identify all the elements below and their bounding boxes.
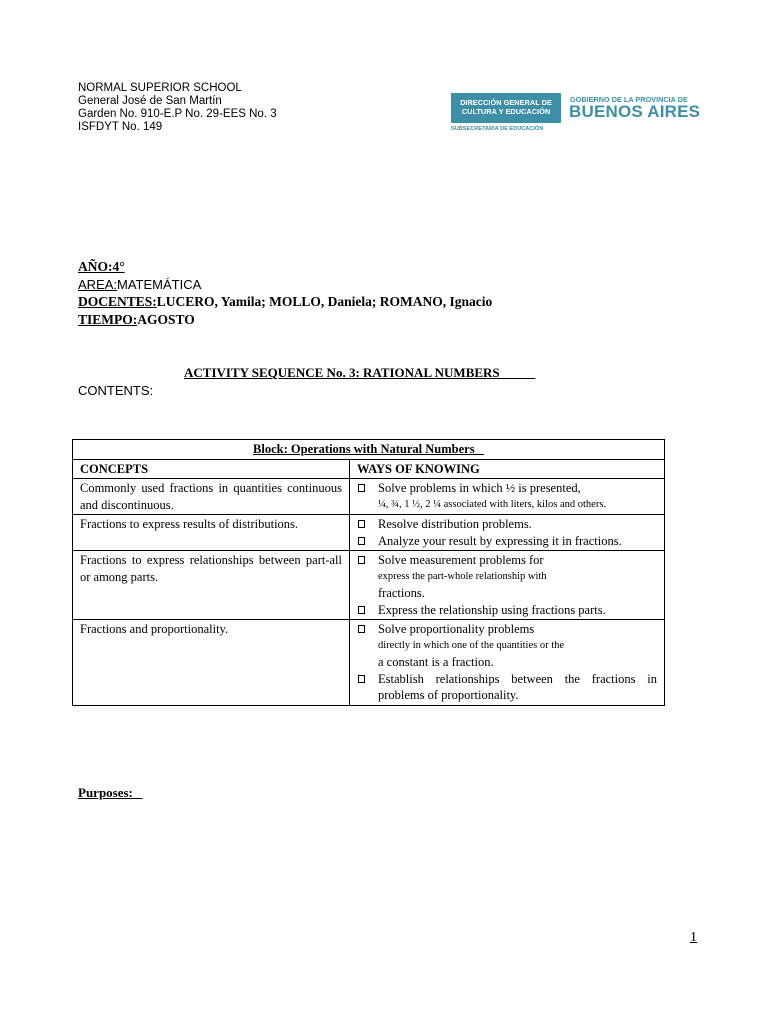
school-institute: ISFDYT No. 149 bbox=[78, 121, 163, 133]
table-row bbox=[73, 515, 665, 551]
meta-docentes bbox=[78, 293, 492, 311]
sequence-title: ACTIVITY SEQUENCE No. 3: RATIONAL NUMBERS bbox=[184, 365, 536, 380]
list-item bbox=[378, 552, 657, 602]
ano-label: AÑO: bbox=[78, 259, 113, 274]
school-name: NORMAL SUPERIOR SCHOOL bbox=[78, 82, 242, 94]
way-text: Resolve distribution problems. bbox=[378, 517, 532, 531]
purposes-heading: Purposes: bbox=[78, 785, 143, 800]
way-text-continued: directly in which one of the quantities or the bbox=[378, 639, 565, 651]
area-value: MATEMÁTICA bbox=[117, 276, 202, 292]
ways-cell bbox=[350, 551, 665, 620]
list-item bbox=[378, 480, 657, 513]
area-label: AREA: bbox=[78, 276, 118, 292]
meta-area bbox=[78, 276, 492, 294]
logo-province-name: BUENOS AIRES bbox=[569, 102, 701, 121]
tiempo-label: TIEMPO: bbox=[78, 311, 138, 327]
ways-cell bbox=[350, 620, 665, 706]
ways-cell bbox=[350, 479, 665, 515]
contents-label: CONTENTS: bbox=[78, 383, 154, 398]
checkbox-bullet-icon bbox=[358, 675, 365, 683]
block-title: Block: Operations with Natural Numbers bbox=[73, 440, 665, 460]
way-text: Express the relationship using fractions parts. bbox=[378, 602, 606, 617]
docentes-value: LUCERO, Yamila; MOLLO, Daniela; ROMANO, Ignacio bbox=[156, 294, 493, 309]
table-block-row bbox=[73, 440, 665, 460]
logo-gov-text: GOBIERNO DE LA PROVINCIA DE bbox=[570, 95, 688, 104]
government-logo bbox=[451, 93, 701, 138]
checkbox-bullet-icon bbox=[358, 537, 365, 545]
way-text: Solve proportionality problems bbox=[378, 622, 535, 636]
checkbox-bullet-icon bbox=[358, 606, 365, 614]
table-row bbox=[73, 620, 665, 706]
meta-ano bbox=[78, 258, 492, 276]
list-item bbox=[378, 671, 657, 704]
checkbox-bullet-icon bbox=[358, 556, 365, 564]
checkbox-bullet-icon bbox=[358, 520, 365, 528]
column-header-concepts: CONCEPTS bbox=[73, 459, 350, 479]
table-row bbox=[73, 551, 665, 620]
meta-tiempo bbox=[78, 311, 492, 329]
way-text: Establish relationships between the fractions in problems of proportionality. bbox=[378, 671, 657, 702]
checkbox-bullet-icon bbox=[358, 484, 365, 492]
school-units: Garden No. 910-E.P No. 29-EES No. 3 bbox=[78, 108, 277, 120]
school-header bbox=[78, 82, 277, 134]
logo-box: DIRECCIÓN GENERAL DE CULTURA Y EDUCACIÓN bbox=[451, 93, 561, 123]
docentes-label: DOCENTES: bbox=[78, 294, 157, 309]
way-text-continued: a constant is a fraction. bbox=[378, 655, 494, 669]
logo-subtitle: SUBSECRETARÍA DE EDUCACIÓN bbox=[451, 126, 544, 132]
way-text: Analyze your result by expressing it in fractions. bbox=[378, 533, 622, 548]
way-text: Solve problems in which ½ is presented, bbox=[378, 481, 581, 495]
list-item bbox=[378, 602, 657, 619]
list-item bbox=[378, 621, 657, 671]
concept-cell: Fractions to express results of distributions. bbox=[73, 515, 350, 551]
ways-cell bbox=[350, 515, 665, 551]
checkbox-bullet-icon bbox=[358, 625, 365, 633]
list-item bbox=[378, 516, 657, 533]
concept-cell: Commonly used fractions in quantities continuous and discontinuous. bbox=[73, 479, 350, 515]
column-header-ways: WAYS OF KNOWING bbox=[350, 459, 665, 479]
way-text-continued: ¼, ¾, 1 ½, 2 ¼ associated with liters, kilos and others. bbox=[378, 498, 607, 510]
way-text-continued: express the part-whole relationship with bbox=[378, 570, 547, 582]
contents-table bbox=[72, 439, 665, 706]
concept-cell: Fractions to express relationships between part-all or among parts. bbox=[73, 551, 350, 620]
way-text: Solve measurement problems for bbox=[378, 553, 544, 567]
school-subtitle: General José de San Martín bbox=[78, 95, 222, 107]
table-row bbox=[73, 479, 665, 515]
table-header-row bbox=[73, 459, 665, 479]
list-item bbox=[378, 533, 657, 550]
concept-cell: Fractions and proportionality. bbox=[73, 620, 350, 706]
page-number: 1 bbox=[690, 930, 697, 945]
course-meta bbox=[78, 258, 492, 328]
tiempo-value: AGOSTO bbox=[137, 311, 195, 327]
ano-value: 4° bbox=[112, 259, 125, 274]
way-text-continued: fractions. bbox=[378, 586, 425, 600]
